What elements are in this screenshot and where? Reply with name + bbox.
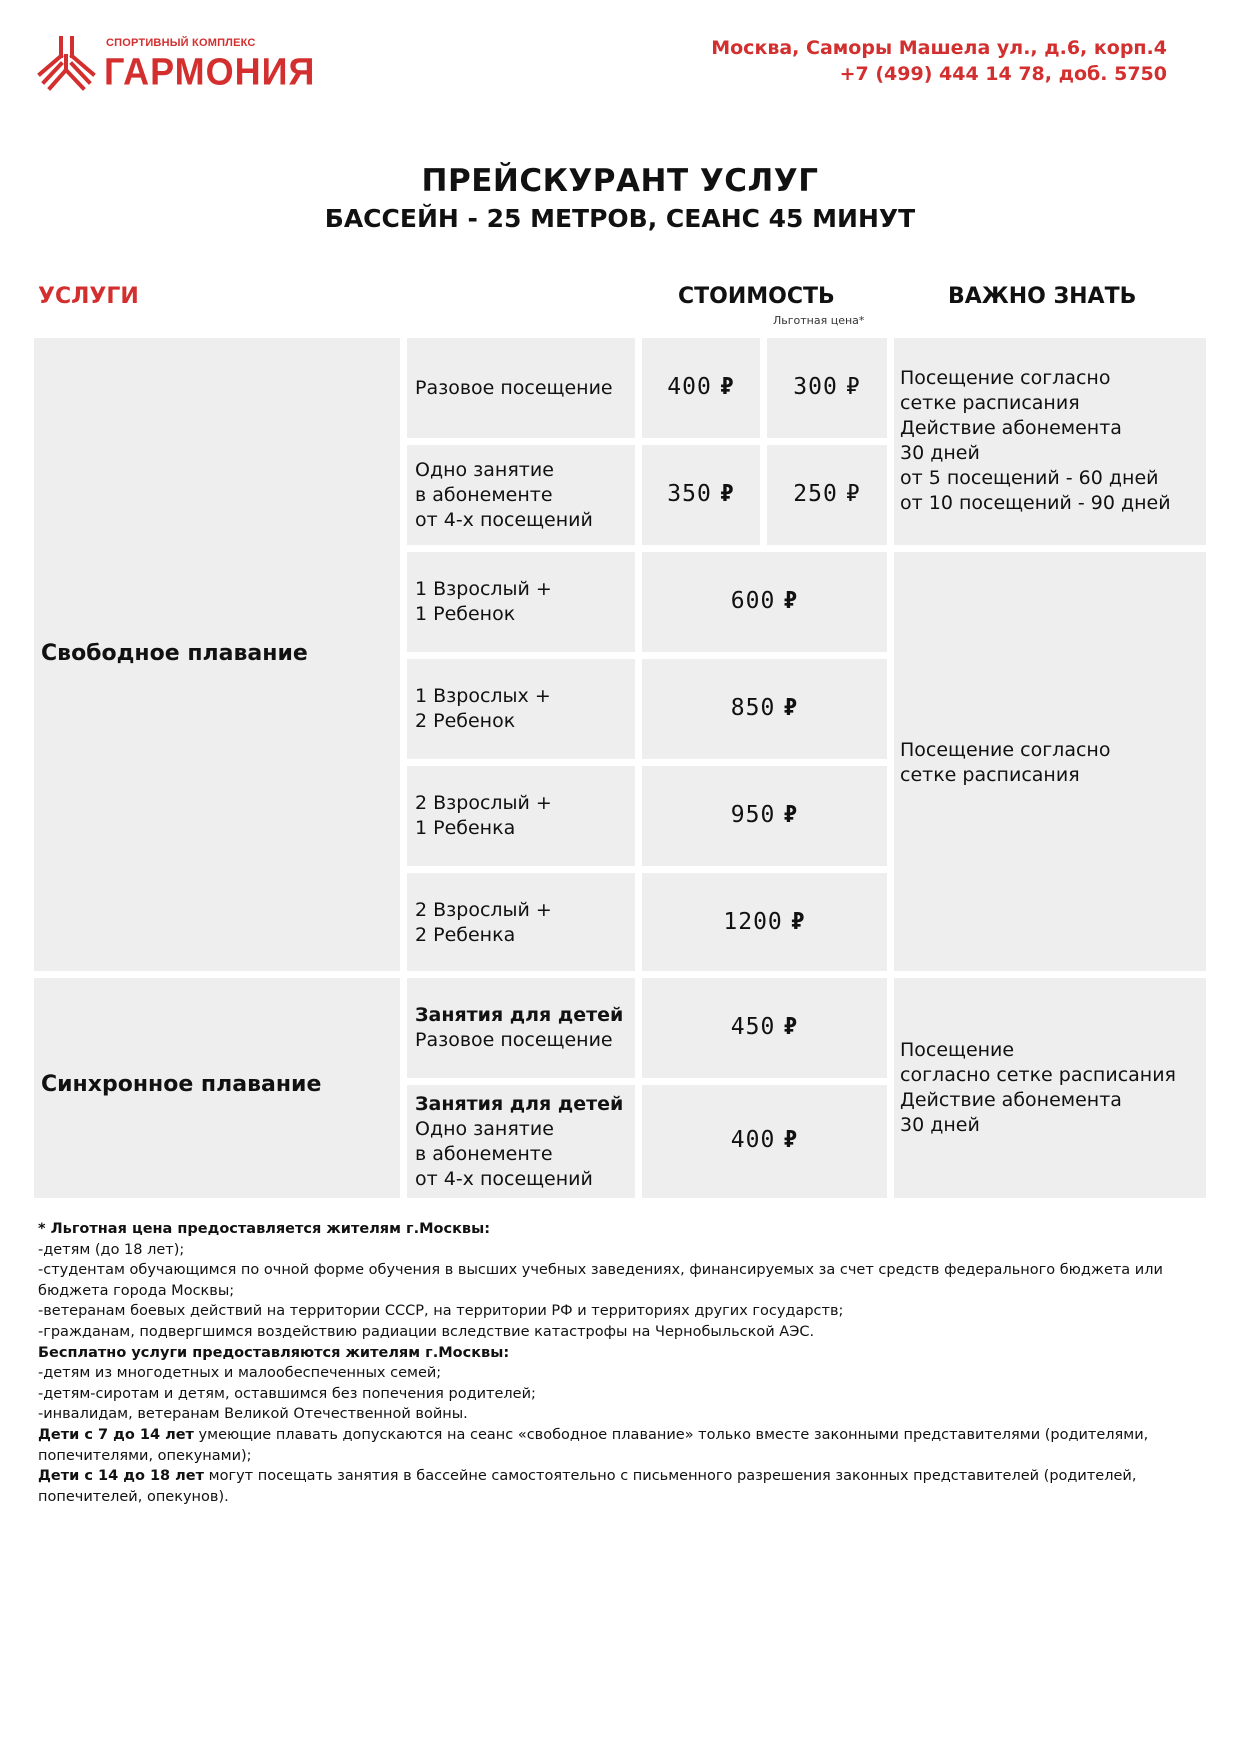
table-row	[407, 1085, 635, 1198]
ruble-icon: ₽	[783, 802, 799, 828]
page-subtitle: БАССЕЙН - 25 МЕТРОВ, СЕАНС 45 МИНУТ	[324, 204, 916, 233]
info-line: сетке расписания	[900, 392, 1080, 414]
service-label: в абонементе	[415, 484, 553, 506]
price-cell	[642, 873, 887, 971]
footnote-item: -детям-сиротам и детям, оставшимся без попечения родителей;	[38, 1385, 536, 1402]
page-title: ПРЕЙСКУРАНТ УСЛУГ	[421, 163, 819, 199]
service-label: 2 Ребенка	[415, 924, 516, 946]
ruble-icon: ₽	[790, 909, 806, 935]
logo-tagline: СПОРТИВНЫЙ КОМПЛЕКС	[106, 37, 256, 49]
column-header-cost: СТОИМОСТЬ	[678, 284, 835, 309]
price-cell	[642, 978, 887, 1078]
info-line: Посещение	[900, 1039, 1015, 1061]
discount-price-cell	[767, 338, 887, 438]
info-line: 30 дней	[900, 1114, 980, 1136]
table-row	[407, 766, 635, 866]
service-label: в абонементе	[415, 1143, 553, 1165]
price-value: 1200	[723, 909, 783, 935]
price-value: 400	[730, 1127, 776, 1153]
service-label: 1 Взрослый +	[415, 578, 552, 600]
price-value: 400	[667, 374, 712, 400]
info-line: от 5 посещений - 60 дней	[900, 467, 1159, 489]
info-cell	[894, 552, 1206, 971]
category-free-swim: Свободное плавание	[41, 641, 308, 666]
ruble-icon: ₽	[783, 695, 799, 721]
price-cell	[642, 445, 760, 545]
footnote-kids-14-18-text: могут посещать занятия в бассейне самостоятельно с письменного разрешения законных представителей (родителей, попечителей, опекунов).	[38, 1468, 1137, 1505]
category-sync-swim: Синхронное плавание	[41, 1072, 322, 1097]
price-value: 950	[730, 802, 776, 828]
service-label: от 4-х посещений	[415, 509, 593, 531]
info-cell	[894, 338, 1206, 545]
logo-name: ГАРМОНИЯ	[104, 50, 316, 94]
info-line: 30 дней	[900, 442, 980, 464]
info-line: Действие абонемента	[900, 1089, 1122, 1111]
info-line: сетке расписания	[900, 764, 1080, 786]
info-line: Действие абонемента	[900, 417, 1122, 439]
info-line: Посещение согласно	[900, 739, 1111, 761]
info-line: Посещение согласно	[900, 367, 1111, 389]
footnote-kids-7-14-text: умеющие плавать допускаются на сеанс «свободное плавание» только вместе законными представителями (родителями, попечителями, опекунами);	[38, 1426, 1149, 1464]
discount-price-note: Льготная цена*	[773, 314, 865, 327]
price-cell	[642, 766, 887, 866]
logo	[36, 34, 316, 98]
ruble-icon: ₽	[783, 1127, 799, 1153]
service-label: от 4-х посещений	[415, 1168, 593, 1190]
column-header-important: ВАЖНО ЗНАТЬ	[948, 284, 1137, 309]
table-row	[407, 873, 635, 971]
info-line: согласно сетке расписания	[900, 1064, 1176, 1086]
service-label: 2 Ребенок	[415, 710, 516, 732]
footnote-item: -детям из многодетных и малообеспеченных семей;	[38, 1365, 442, 1382]
footnote-item: -инвалидам, ветеранам Великой Отечественной войны.	[38, 1406, 468, 1423]
footnotes	[38, 1219, 1208, 1507]
table-row	[407, 659, 635, 759]
info-line: от 10 посещений - 90 дней	[900, 492, 1171, 514]
service-label: 1 Ребенка	[415, 817, 516, 839]
footnote-item: -ветеранам боевых действий на территории СССР, на территории РФ и территориях других государств;	[38, 1303, 844, 1320]
address: Москва, Саморы Машела ул., д.6, корп.4	[711, 37, 1167, 59]
footnote-kids-14-18	[38, 1466, 1208, 1507]
table-row	[407, 445, 635, 545]
service-label-bold: Занятия для детей	[415, 1004, 624, 1026]
service-label: Разовое посещение	[415, 1029, 613, 1051]
service-label: Одно занятие	[415, 1118, 554, 1140]
discount-price-value: 300	[793, 374, 838, 400]
column-header-services: УСЛУГИ	[38, 284, 139, 309]
price-cell	[642, 338, 760, 438]
service-label: 1 Взрослых +	[415, 685, 551, 707]
footnote-kids-14-18-bold: Дети с 14 до 18 лет	[38, 1468, 205, 1485]
price-cell	[642, 1085, 887, 1198]
service-label: 2 Взрослый +	[415, 899, 552, 921]
ruble-icon: ₽	[845, 481, 861, 507]
ruble-icon: ₽	[845, 374, 861, 400]
service-label: 1 Ребенок	[415, 603, 516, 625]
footnote-item: -гражданам, подвергшимся воздействию радиации вследствие катастрофы на Чернобыльской АЭС.	[38, 1323, 815, 1340]
ruble-icon: ₽	[783, 588, 799, 614]
service-label-bold: Занятия для детей	[415, 1093, 624, 1115]
footnote-discount-heading: * Льготная цена предоставляется жителям г.Москвы:	[38, 1221, 491, 1237]
price-value: 600	[730, 588, 776, 614]
service-label: 2 Взрослый +	[415, 792, 552, 814]
footnote-item: -студентам обучающимся по очной форме обучения в высших учебных заведениях, финансируемых за счет средств федерального бюджета или бюджета города Москвы;	[38, 1262, 1163, 1299]
price-cell	[642, 552, 887, 652]
service-label: Разовое посещение	[415, 377, 613, 399]
discount-price-cell	[767, 445, 887, 545]
table-row	[407, 338, 635, 438]
logo-icon	[36, 34, 98, 94]
table-row	[407, 978, 635, 1078]
ruble-icon: ₽	[719, 481, 735, 507]
service-label: Одно занятие	[415, 459, 554, 481]
contact-block	[711, 35, 1167, 87]
footnote-free-heading: Бесплатно услуги предоставляются жителям г.Москвы:	[38, 1344, 510, 1361]
footnote-kids-7-14	[38, 1425, 1208, 1466]
discount-price-value: 250	[793, 481, 838, 507]
price-value: 350	[667, 481, 712, 507]
price-value: 450	[730, 1014, 776, 1040]
phone: +7 (499) 444 14 78, доб. 5750	[839, 63, 1167, 85]
footnote-item: -детям (до 18 лет);	[38, 1241, 185, 1258]
category-cell-sync-swim	[34, 978, 400, 1198]
category-cell-free-swim	[34, 338, 400, 971]
ruble-icon: ₽	[719, 374, 735, 400]
ruble-icon: ₽	[783, 1014, 799, 1040]
price-value: 850	[730, 695, 776, 721]
info-cell	[894, 978, 1206, 1198]
table-row	[407, 552, 635, 652]
price-cell	[642, 659, 887, 759]
footnote-kids-7-14-bold: Дети с 7 до 14 лет	[38, 1426, 194, 1443]
